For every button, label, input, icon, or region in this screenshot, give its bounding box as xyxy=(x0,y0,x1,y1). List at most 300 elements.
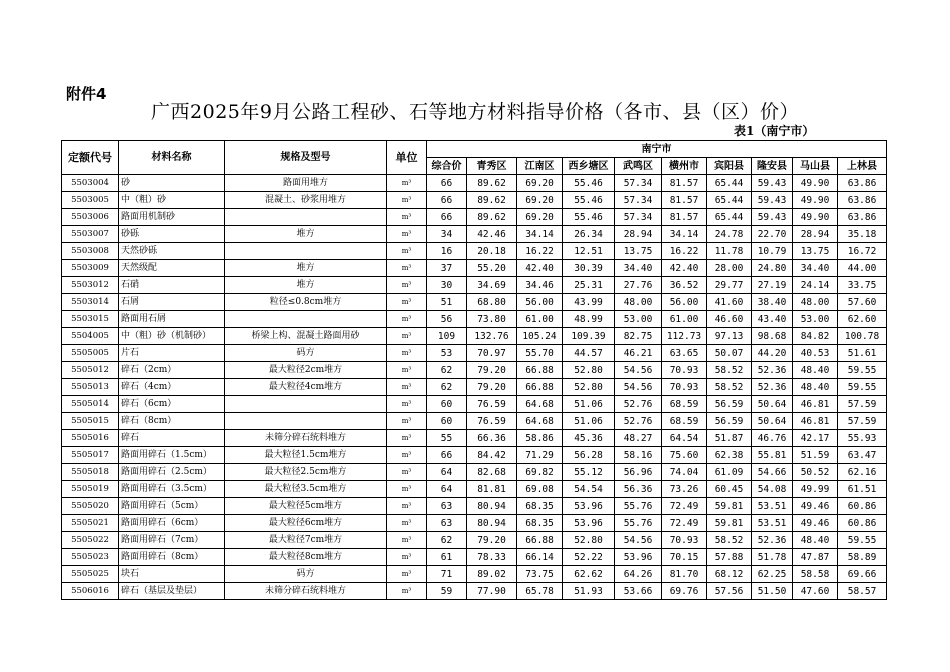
header-price-col: 江南区 xyxy=(517,158,563,175)
cell-district-price: 55.76 xyxy=(615,515,662,532)
cell-spec: 混凝土、砂浆用堆方 xyxy=(225,192,387,209)
cell-district-price: 57.34 xyxy=(615,175,662,192)
cell-district-price: 66.88 xyxy=(517,362,563,379)
cell-district-price: 79.20 xyxy=(467,362,517,379)
cell-district-price: 53.00 xyxy=(793,311,838,328)
cell-district-price: 51.59 xyxy=(793,447,838,464)
cell-district-price: 48.40 xyxy=(793,362,838,379)
cell-district-price: 70.93 xyxy=(662,379,707,396)
cell-district-price: 55.93 xyxy=(838,430,887,447)
table-subtitle: 表1（南宁市） xyxy=(734,124,815,138)
cell-unit: m³ xyxy=(387,396,427,413)
table-row xyxy=(62,464,887,481)
table-row xyxy=(62,243,887,260)
cell-code: 5503008 xyxy=(62,243,119,260)
cell-unit: m³ xyxy=(387,583,427,600)
cell-district-price: 81.57 xyxy=(662,209,707,226)
cell-district-price: 42.17 xyxy=(793,430,838,447)
cell-district-price: 61.51 xyxy=(838,481,887,498)
cell-district-price: 56.59 xyxy=(707,396,752,413)
cell-district-price: 34.69 xyxy=(467,277,517,294)
cell-district-price: 68.35 xyxy=(517,498,563,515)
cell-district-price: 58.58 xyxy=(793,566,838,583)
cell-district-price: 58.89 xyxy=(838,549,887,566)
cell-material-name: 路面用碎石（6cm） xyxy=(119,515,225,532)
cell-district-price: 58.86 xyxy=(517,430,563,447)
cell-district-price: 46.21 xyxy=(615,345,662,362)
cell-district-price: 63.47 xyxy=(838,447,887,464)
cell-material-name: 石硝 xyxy=(119,277,225,294)
cell-district-price: 12.51 xyxy=(563,243,615,260)
cell-district-price: 65.44 xyxy=(707,192,752,209)
cell-district-price: 57.56 xyxy=(707,583,752,600)
cell-material-name: 砂砾 xyxy=(119,226,225,243)
cell-spec: 最大粒径2.5cm堆方 xyxy=(225,464,387,481)
cell-district-price: 69.20 xyxy=(517,192,563,209)
cell-material-name: 天然砂砾 xyxy=(119,243,225,260)
header-name: 材料名称 xyxy=(119,141,225,175)
cell-district-price: 40.53 xyxy=(793,345,838,362)
cell-district-price: 34.40 xyxy=(615,260,662,277)
table-row xyxy=(62,175,887,192)
cell-unit: m³ xyxy=(387,549,427,566)
cell-spec xyxy=(225,243,387,260)
cell-district-price: 10.79 xyxy=(752,243,793,260)
cell-district-price: 56.00 xyxy=(517,294,563,311)
cell-material-name: 碎石（2cm） xyxy=(119,362,225,379)
cell-material-name: 石屑 xyxy=(119,294,225,311)
cell-district-price: 75.60 xyxy=(662,447,707,464)
cell-unit: m³ xyxy=(387,566,427,583)
cell-district-price: 73.80 xyxy=(467,311,517,328)
cell-spec xyxy=(225,209,387,226)
header-unit: 单位 xyxy=(387,141,427,175)
cell-material-name: 碎石 xyxy=(119,430,225,447)
cell-district-price: 51.61 xyxy=(838,345,887,362)
cell-district-price: 59.43 xyxy=(752,192,793,209)
cell-district-price: 48.00 xyxy=(793,294,838,311)
cell-district-price: 20.18 xyxy=(467,243,517,260)
cell-district-price: 69.82 xyxy=(517,464,563,481)
cell-district-price: 62.38 xyxy=(707,447,752,464)
cell-district-price: 89.62 xyxy=(467,175,517,192)
cell-district-price: 43.40 xyxy=(752,311,793,328)
cell-district-price: 57.34 xyxy=(615,209,662,226)
cell-spec xyxy=(225,311,387,328)
cell-district-price: 105.24 xyxy=(517,328,563,345)
cell-unit: m³ xyxy=(387,260,427,277)
cell-unit: m³ xyxy=(387,362,427,379)
cell-district-price: 49.90 xyxy=(793,175,838,192)
cell-spec: 堆方 xyxy=(225,277,387,294)
cell-code: 5503014 xyxy=(62,294,119,311)
cell-district-price: 71.29 xyxy=(517,447,563,464)
cell-composite-price: 63 xyxy=(427,515,467,532)
cell-material-name: 路面用碎石（8cm） xyxy=(119,549,225,566)
cell-district-price: 46.81 xyxy=(793,396,838,413)
cell-district-price: 44.57 xyxy=(563,345,615,362)
cell-code: 5505005 xyxy=(62,345,119,362)
cell-composite-price: 60 xyxy=(427,396,467,413)
cell-district-price: 41.60 xyxy=(707,294,752,311)
cell-material-name: 路面用机制砂 xyxy=(119,209,225,226)
cell-district-price: 65.44 xyxy=(707,209,752,226)
cell-district-price: 34.40 xyxy=(793,260,838,277)
table-row xyxy=(62,328,887,345)
cell-unit: m³ xyxy=(387,226,427,243)
cell-composite-price: 34 xyxy=(427,226,467,243)
header-price-col: 马山县 xyxy=(793,158,838,175)
cell-district-price: 57.34 xyxy=(615,192,662,209)
cell-district-price: 42.40 xyxy=(517,260,563,277)
cell-spec: 最大粒径3.5cm堆方 xyxy=(225,481,387,498)
cell-spec: 最大粒径1.5cm堆方 xyxy=(225,447,387,464)
cell-composite-price: 59 xyxy=(427,583,467,600)
cell-district-price: 11.78 xyxy=(707,243,752,260)
price-table xyxy=(61,140,887,600)
cell-unit: m³ xyxy=(387,294,427,311)
cell-district-price: 56.59 xyxy=(707,413,752,430)
cell-district-price: 59.43 xyxy=(752,209,793,226)
cell-material-name: 碎石（6cm） xyxy=(119,396,225,413)
cell-spec: 未筛分碎石统料堆方 xyxy=(225,430,387,447)
cell-district-price: 51.06 xyxy=(563,396,615,413)
cell-district-price: 50.64 xyxy=(752,413,793,430)
header-price-col: 武鸣区 xyxy=(615,158,662,175)
header-price-col: 青秀区 xyxy=(467,158,517,175)
cell-district-price: 132.76 xyxy=(467,328,517,345)
cell-code: 5505025 xyxy=(62,566,119,583)
cell-unit: m³ xyxy=(387,498,427,515)
cell-district-price: 97.13 xyxy=(707,328,752,345)
cell-district-price: 60.86 xyxy=(838,515,887,532)
cell-district-price: 82.75 xyxy=(615,328,662,345)
cell-district-price: 55.76 xyxy=(615,498,662,515)
cell-district-price: 28.00 xyxy=(707,260,752,277)
cell-district-price: 51.78 xyxy=(752,549,793,566)
cell-unit: m³ xyxy=(387,345,427,362)
cell-district-price: 60.45 xyxy=(707,481,752,498)
cell-district-price: 89.02 xyxy=(467,566,517,583)
cell-district-price: 44.00 xyxy=(838,260,887,277)
cell-code: 5504005 xyxy=(62,328,119,345)
cell-district-price: 80.94 xyxy=(467,515,517,532)
cell-district-price: 84.42 xyxy=(467,447,517,464)
cell-district-price: 98.68 xyxy=(752,328,793,345)
cell-composite-price: 66 xyxy=(427,175,467,192)
header-price-col: 宾阳县 xyxy=(707,158,752,175)
cell-district-price: 48.99 xyxy=(563,311,615,328)
cell-unit: m³ xyxy=(387,209,427,226)
cell-unit: m³ xyxy=(387,277,427,294)
cell-district-price: 72.49 xyxy=(662,498,707,515)
cell-unit: m³ xyxy=(387,481,427,498)
cell-spec: 最大粒径4cm堆方 xyxy=(225,379,387,396)
cell-material-name: 路面用石屑 xyxy=(119,311,225,328)
cell-district-price: 78.33 xyxy=(467,549,517,566)
table-row xyxy=(62,498,887,515)
cell-spec: 堆方 xyxy=(225,260,387,277)
cell-composite-price: 66 xyxy=(427,447,467,464)
cell-district-price: 34.14 xyxy=(662,226,707,243)
header-code: 定额代号 xyxy=(62,141,119,175)
cell-spec: 最大粒径2cm堆方 xyxy=(225,362,387,379)
cell-composite-price: 37 xyxy=(427,260,467,277)
cell-district-price: 68.12 xyxy=(707,566,752,583)
cell-material-name: 路面用碎石（7cm） xyxy=(119,532,225,549)
cell-district-price: 79.20 xyxy=(467,532,517,549)
cell-district-price: 60.86 xyxy=(838,498,887,515)
cell-district-price: 52.76 xyxy=(615,396,662,413)
cell-district-price: 46.60 xyxy=(707,311,752,328)
cell-district-price: 55.46 xyxy=(563,209,615,226)
cell-code: 5503009 xyxy=(62,260,119,277)
cell-district-price: 58.57 xyxy=(838,583,887,600)
cell-district-price: 55.12 xyxy=(563,464,615,481)
table-row xyxy=(62,311,887,328)
cell-district-price: 50.64 xyxy=(752,396,793,413)
cell-material-name: 天然级配 xyxy=(119,260,225,277)
cell-spec: 最大粒径6cm堆方 xyxy=(225,515,387,532)
cell-spec: 未筛分碎石统料堆方 xyxy=(225,583,387,600)
cell-district-price: 74.04 xyxy=(662,464,707,481)
cell-unit: m³ xyxy=(387,413,427,430)
header-price-col: 隆安县 xyxy=(752,158,793,175)
cell-composite-price: 62 xyxy=(427,532,467,549)
cell-composite-price: 64 xyxy=(427,481,467,498)
cell-district-price: 69.20 xyxy=(517,175,563,192)
header-price-col: 西乡塘区 xyxy=(563,158,615,175)
cell-district-price: 54.08 xyxy=(752,481,793,498)
cell-composite-price: 55 xyxy=(427,430,467,447)
cell-district-price: 81.81 xyxy=(467,481,517,498)
cell-composite-price: 63 xyxy=(427,498,467,515)
cell-district-price: 82.68 xyxy=(467,464,517,481)
cell-district-price: 62.60 xyxy=(838,311,887,328)
cell-district-price: 34.14 xyxy=(517,226,563,243)
cell-code: 5505015 xyxy=(62,413,119,430)
cell-unit: m³ xyxy=(387,175,427,192)
cell-unit: m³ xyxy=(387,328,427,345)
cell-district-price: 52.80 xyxy=(563,379,615,396)
cell-district-price: 27.19 xyxy=(752,277,793,294)
table-row xyxy=(62,277,887,294)
cell-district-price: 25.31 xyxy=(563,277,615,294)
cell-district-price: 53.96 xyxy=(563,515,615,532)
cell-district-price: 68.59 xyxy=(662,396,707,413)
cell-district-price: 30.39 xyxy=(563,260,615,277)
cell-composite-price: 64 xyxy=(427,464,467,481)
header-price-col: 综合价 xyxy=(427,158,467,175)
cell-spec xyxy=(225,396,387,413)
cell-code: 5505013 xyxy=(62,379,119,396)
cell-district-price: 42.46 xyxy=(467,226,517,243)
cell-district-price: 16.22 xyxy=(662,243,707,260)
cell-district-price: 69.76 xyxy=(662,583,707,600)
header-price-col: 横州市 xyxy=(662,158,707,175)
cell-composite-price: 56 xyxy=(427,311,467,328)
cell-composite-price: 66 xyxy=(427,209,467,226)
cell-district-price: 52.36 xyxy=(752,532,793,549)
cell-composite-price: 109 xyxy=(427,328,467,345)
cell-district-price: 64.68 xyxy=(517,396,563,413)
cell-district-price: 28.94 xyxy=(615,226,662,243)
cell-district-price: 63.86 xyxy=(838,175,887,192)
cell-district-price: 52.36 xyxy=(752,362,793,379)
cell-district-price: 46.81 xyxy=(793,413,838,430)
cell-material-name: 路面用碎石（3.5cm） xyxy=(119,481,225,498)
cell-material-name: 片石 xyxy=(119,345,225,362)
table-row xyxy=(62,226,887,243)
cell-code: 5505017 xyxy=(62,447,119,464)
cell-district-price: 58.52 xyxy=(707,379,752,396)
cell-district-price: 48.27 xyxy=(615,430,662,447)
cell-code: 5505014 xyxy=(62,396,119,413)
cell-district-price: 26.34 xyxy=(563,226,615,243)
cell-district-price: 53.96 xyxy=(563,498,615,515)
cell-district-price: 56.36 xyxy=(615,481,662,498)
cell-district-price: 34.46 xyxy=(517,277,563,294)
cell-spec: 码方 xyxy=(225,566,387,583)
cell-district-price: 73.26 xyxy=(662,481,707,498)
cell-code: 5503012 xyxy=(62,277,119,294)
cell-district-price: 53.51 xyxy=(752,498,793,515)
cell-district-price: 48.40 xyxy=(793,532,838,549)
cell-district-price: 66.88 xyxy=(517,379,563,396)
cell-district-price: 53.51 xyxy=(752,515,793,532)
table-row xyxy=(62,566,887,583)
cell-composite-price: 61 xyxy=(427,549,467,566)
cell-district-price: 66.88 xyxy=(517,532,563,549)
cell-material-name: 路面用碎石（1.5cm） xyxy=(119,447,225,464)
cell-district-price: 58.52 xyxy=(707,362,752,379)
cell-district-price: 62.62 xyxy=(563,566,615,583)
cell-district-price: 33.75 xyxy=(838,277,887,294)
cell-code: 5505021 xyxy=(62,515,119,532)
cell-district-price: 72.49 xyxy=(662,515,707,532)
document-title: 广西2025年9月公路工程砂、石等地方材料指导价格（各市、县（区）价） xyxy=(151,101,799,123)
cell-district-price: 50.07 xyxy=(707,345,752,362)
cell-district-price: 70.15 xyxy=(662,549,707,566)
table-row xyxy=(62,396,887,413)
attachment-label: 附件4 xyxy=(66,85,107,103)
cell-district-price: 73.75 xyxy=(517,566,563,583)
cell-district-price: 51.50 xyxy=(752,583,793,600)
cell-district-price: 68.59 xyxy=(662,413,707,430)
cell-code: 5503007 xyxy=(62,226,119,243)
cell-spec: 最大粒径5cm堆方 xyxy=(225,498,387,515)
cell-spec: 桥梁上构、混凝土路面用砂 xyxy=(225,328,387,345)
cell-district-price: 13.75 xyxy=(793,243,838,260)
cell-district-price: 50.52 xyxy=(793,464,838,481)
cell-material-name: 碎石（4cm） xyxy=(119,379,225,396)
cell-district-price: 55.46 xyxy=(563,175,615,192)
cell-composite-price: 30 xyxy=(427,277,467,294)
cell-district-price: 61.09 xyxy=(707,464,752,481)
cell-district-price: 62.16 xyxy=(838,464,887,481)
cell-district-price: 56.96 xyxy=(615,464,662,481)
cell-district-price: 52.80 xyxy=(563,532,615,549)
cell-spec: 路面用堆方 xyxy=(225,175,387,192)
cell-spec: 最大粒径7cm堆方 xyxy=(225,532,387,549)
cell-district-price: 81.57 xyxy=(662,175,707,192)
cell-district-price: 51.87 xyxy=(707,430,752,447)
cell-district-price: 55.46 xyxy=(563,192,615,209)
cell-district-price: 70.93 xyxy=(662,362,707,379)
table-row xyxy=(62,481,887,498)
cell-code: 5505023 xyxy=(62,549,119,566)
cell-district-price: 109.39 xyxy=(563,328,615,345)
cell-spec: 最大粒径8cm堆方 xyxy=(225,549,387,566)
cell-code: 5505016 xyxy=(62,430,119,447)
cell-code: 5503005 xyxy=(62,192,119,209)
cell-district-price: 52.76 xyxy=(615,413,662,430)
cell-district-price: 57.59 xyxy=(838,396,887,413)
cell-code: 5506016 xyxy=(62,583,119,600)
table-row xyxy=(62,515,887,532)
cell-material-name: 碎石（基层及垫层） xyxy=(119,583,225,600)
cell-district-price: 76.59 xyxy=(467,396,517,413)
cell-district-price: 89.62 xyxy=(467,192,517,209)
cell-unit: m³ xyxy=(387,192,427,209)
cell-unit: m³ xyxy=(387,532,427,549)
cell-district-price: 24.78 xyxy=(707,226,752,243)
cell-district-price: 68.35 xyxy=(517,515,563,532)
cell-district-price: 65.78 xyxy=(517,583,563,600)
cell-district-price: 80.94 xyxy=(467,498,517,515)
cell-code: 5505020 xyxy=(62,498,119,515)
cell-district-price: 59.55 xyxy=(838,532,887,549)
cell-district-price: 64.26 xyxy=(615,566,662,583)
cell-district-price: 57.59 xyxy=(838,413,887,430)
cell-district-price: 53.96 xyxy=(615,549,662,566)
cell-district-price: 53.00 xyxy=(615,311,662,328)
cell-district-price: 79.20 xyxy=(467,379,517,396)
table-row xyxy=(62,260,887,277)
cell-district-price: 59.55 xyxy=(838,379,887,396)
cell-district-price: 43.99 xyxy=(563,294,615,311)
cell-district-price: 63.65 xyxy=(662,345,707,362)
cell-spec: 堆方 xyxy=(225,226,387,243)
cell-unit: m³ xyxy=(387,515,427,532)
cell-unit: m³ xyxy=(387,447,427,464)
cell-code: 5503006 xyxy=(62,209,119,226)
cell-code: 5503015 xyxy=(62,311,119,328)
cell-district-price: 64.54 xyxy=(662,430,707,447)
cell-district-price: 42.40 xyxy=(662,260,707,277)
table-row xyxy=(62,413,887,430)
cell-composite-price: 16 xyxy=(427,243,467,260)
cell-district-price: 54.56 xyxy=(615,379,662,396)
cell-district-price: 35.18 xyxy=(838,226,887,243)
cell-district-price: 100.78 xyxy=(838,328,887,345)
cell-code: 5505018 xyxy=(62,464,119,481)
table-row xyxy=(62,379,887,396)
header-region: 南宁市 xyxy=(427,141,887,158)
cell-district-price: 48.00 xyxy=(615,294,662,311)
cell-district-price: 89.62 xyxy=(467,209,517,226)
table-row xyxy=(62,294,887,311)
cell-district-price: 77.90 xyxy=(467,583,517,600)
cell-unit: m³ xyxy=(387,464,427,481)
table-row xyxy=(62,362,887,379)
cell-district-price: 55.20 xyxy=(467,260,517,277)
cell-district-price: 56.28 xyxy=(563,447,615,464)
cell-material-name: 中（粗）砂 xyxy=(119,192,225,209)
table-row xyxy=(62,430,887,447)
cell-code: 5505012 xyxy=(62,362,119,379)
header-price-col: 上林县 xyxy=(838,158,887,175)
